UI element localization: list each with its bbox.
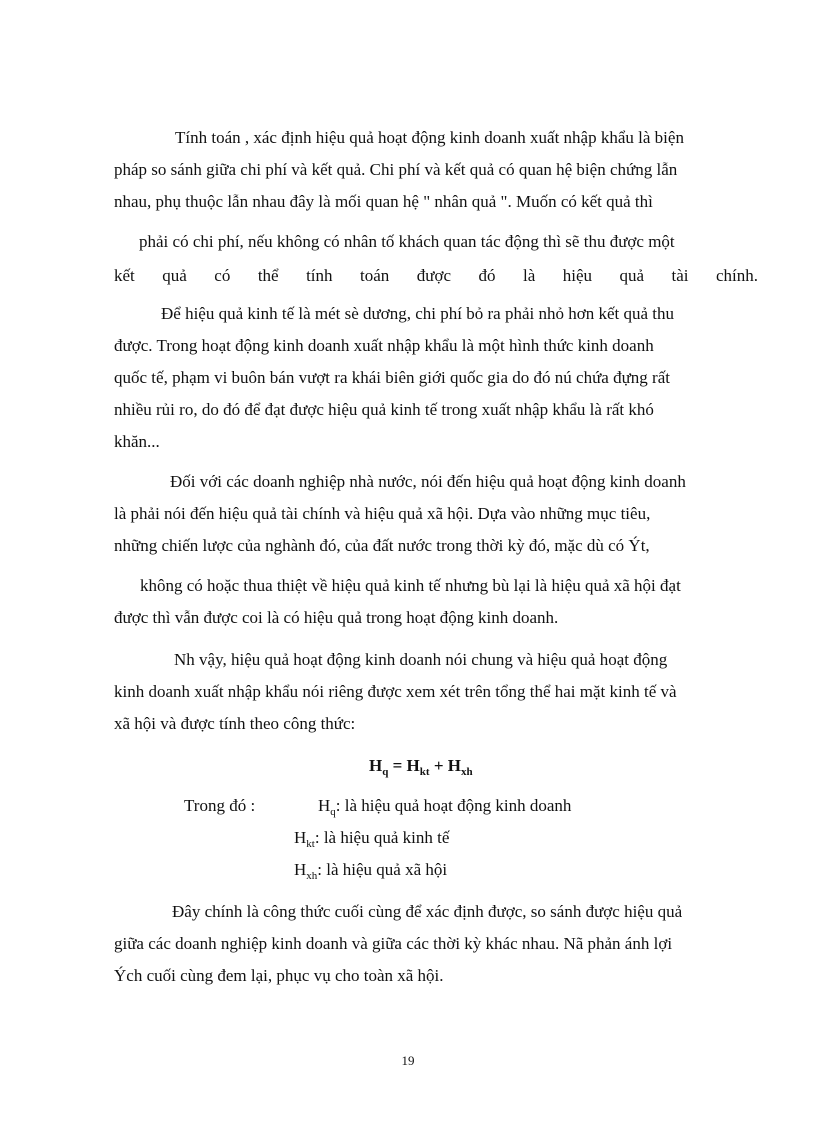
paragraph-3-line-3: những chiến lược của nghành đó, của đất nước trong thời kỳ đó, mặc dù có Ýt, [114, 536, 650, 555]
paragraph-1-line-4: phải có chi phí, nếu không có nhân tố khách quan tác động thì sẽ thu được một [139, 232, 675, 251]
paragraph-1-line-1: Tính toán , xác định hiệu quả hoạt động kinh doanh xuất nhập khẩu là biện [175, 128, 684, 147]
formula-lhs: H [369, 756, 383, 775]
paragraph-4-line-3: xã hội và được tính theo công thức: [114, 714, 356, 733]
legend-symbol-subscript: kt [306, 838, 315, 850]
paragraph-3-line-1: Đối với các doanh nghiệp nhà nước, nói đến hiệu quả hoạt động kinh doanh [170, 472, 686, 491]
formula-equals: = [388, 756, 407, 775]
legend-symbol: H [294, 828, 307, 847]
paragraph-1-line-2: pháp so sánh giữa chi phí và kết quả. Chi phí và kết quả có quan hệ biện chứng lẫn [114, 160, 678, 179]
paragraph-1-line-5: kết quả có thể tính toán được đó là hiệu quả tài chính. [114, 266, 758, 285]
legend-item-hkt [294, 828, 449, 848]
formula-term1-subscript: kt [419, 766, 430, 778]
paragraph-5-line-1: Đây chính là công thức cuối cùng để xác định được, so sánh được hiệu quả [172, 902, 683, 921]
legend-item-hxh [294, 860, 447, 880]
formula-term2: H [447, 756, 461, 775]
paragraph-2-line-5: khăn... [114, 432, 160, 451]
paragraph-1-line-3: nhau, phụ thuộc lẫn nhau đây là mối quan hệ " nhân quả ". Muốn có kết quả thì [114, 192, 653, 211]
paragraph-4-line-2: kinh doanh xuất nhập khẩu nói riêng được xem xét trên tổng thể hai mặt kinh tế và [114, 682, 677, 701]
page-number: 19 [401, 1053, 415, 1068]
legend-description: : là hiệu quả kinh tế [314, 828, 450, 847]
paragraph-2-line-2: được. Trong hoạt động kinh doanh xuất nhập khẩu là một hình thức kinh doanh [114, 336, 654, 355]
legend-description: : là hiệu quả xã hội [317, 860, 448, 879]
paragraph-2-line-1: Để hiệu quả kinh tế là mét sè dương, chi phí bỏ ra phải nhỏ hơn kết quả thu [161, 304, 674, 323]
paragraph-3-line-4: không có hoặc thua thiệt về hiệu quả kinh tế nhưng bù lại là hiệu quả xã hội đạt [140, 576, 681, 595]
formula-term2-subscript: xh [460, 766, 473, 778]
legend-description: : là hiệu quả hoạt động kinh doanh [335, 796, 572, 815]
formula-lhs-subscript: q [382, 766, 389, 778]
formula-term1: H [406, 756, 420, 775]
paragraph-5-line-3: Ých cuối cùng đem lại, phục vụ cho toàn xã hội. [114, 966, 444, 985]
formula [369, 756, 473, 776]
paragraph-2-line-4: nhiều rủi ro, do đó để đạt được hiệu quả kinh tế trong xuất nhập khẩu là rất khó [114, 400, 654, 419]
legend-symbol-subscript: q [330, 806, 336, 818]
paragraph-3-line-2: là phải nói đến hiệu quả tài chính và hiệu quả xã hội. Dựa vào những mục tiêu, [114, 504, 651, 523]
paragraph-5-line-2: giữa các doanh nghiệp kinh doanh và giữa các thời kỳ khác nhau. Nã phản ánh lợi [114, 934, 673, 953]
paragraph-2-line-3: quốc tế, phạm vi buôn bán vượt ra khái biên giới quốc gia do đó nú chứa đựng rất [114, 368, 670, 387]
legend-intro: Trong đó : [184, 796, 256, 815]
formula-plus: + [429, 756, 448, 775]
legend-symbol: H [318, 796, 331, 815]
legend-item-hq [318, 796, 571, 816]
legend-symbol: H [294, 860, 307, 879]
paragraph-3-line-5: được thì vẫn được coi là có hiệu quả trong hoạt động kinh doanh. [114, 608, 559, 627]
legend-symbol-subscript: xh [306, 870, 318, 882]
paragraph-4-line-1: Nh vậy, hiệu quả hoạt động kinh doanh nói chung và hiệu quả hoạt động [174, 650, 668, 669]
